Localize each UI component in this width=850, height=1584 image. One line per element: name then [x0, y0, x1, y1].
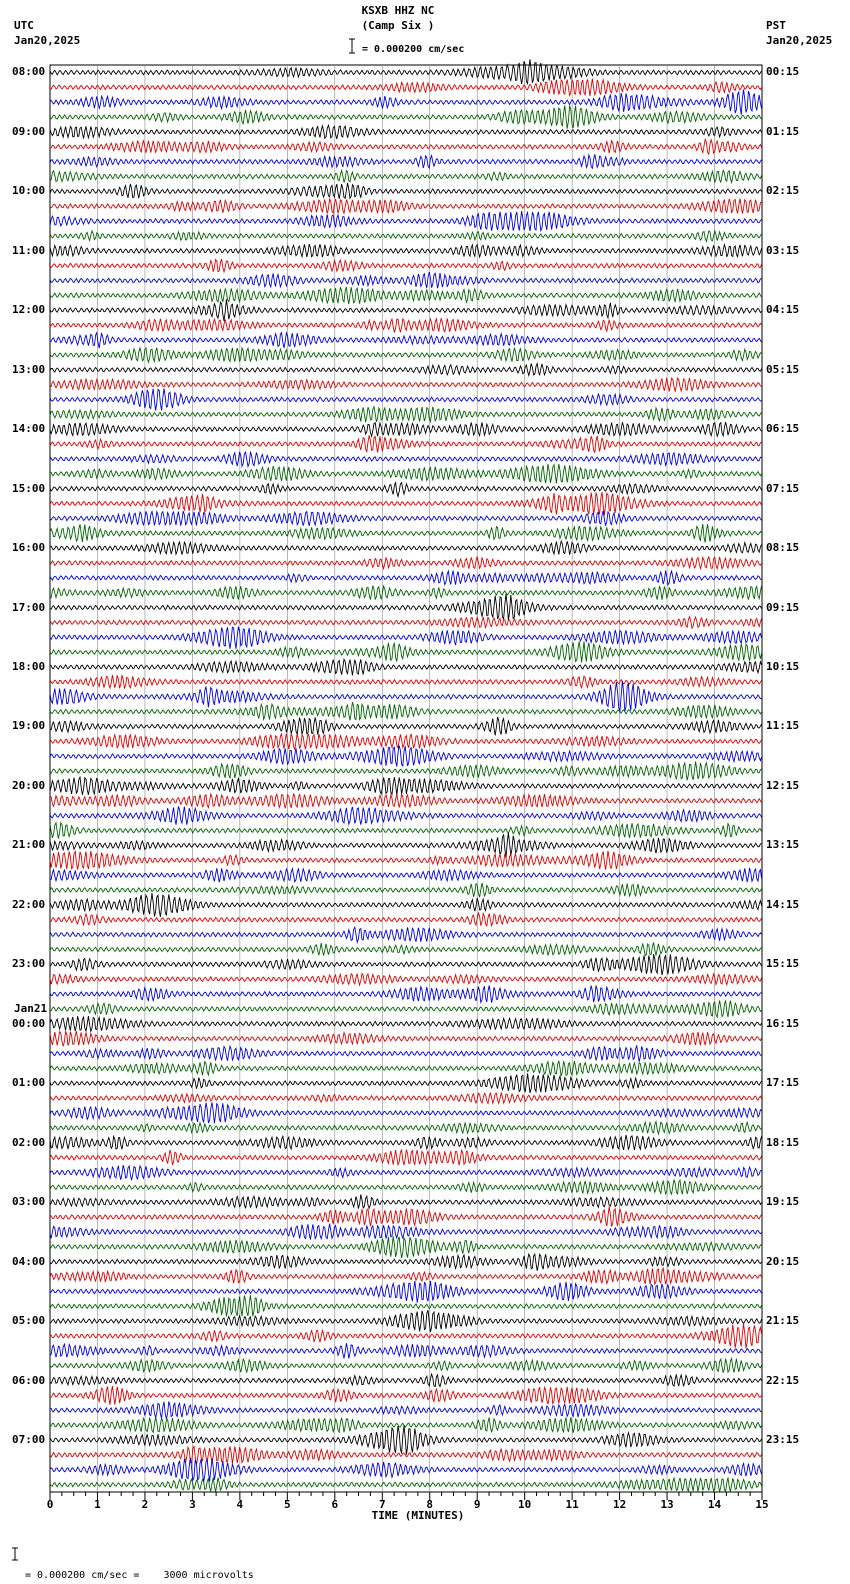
seismic-trace — [50, 105, 762, 128]
utc-hour-label: 06:00 — [12, 1373, 46, 1387]
x-tick-label: 15 — [755, 1498, 769, 1511]
seismic-trace — [50, 1180, 762, 1195]
seismic-trace — [50, 1122, 762, 1134]
x-tick-label: 8 — [426, 1498, 434, 1511]
seismic-trace — [50, 746, 762, 767]
x-tick-label: 9 — [473, 1498, 481, 1511]
x-tick-label: 13 — [660, 1498, 674, 1511]
seismic-trace — [50, 557, 762, 569]
seismic-trace — [50, 571, 762, 585]
utc-label: UTC — [14, 19, 34, 32]
seismic-trace — [50, 183, 762, 199]
pst-label: PST — [766, 19, 786, 32]
seismic-trace — [50, 388, 762, 410]
utc-hour-label: 18:00 — [12, 660, 46, 674]
utc-hour-label: 12:00 — [12, 303, 46, 317]
utc-hour-label: 22:00 — [12, 897, 46, 911]
pst-hour-label: 17:15 — [766, 1076, 800, 1090]
utc-hour-label: 02:00 — [12, 1135, 46, 1149]
seismic-trace — [50, 1031, 762, 1046]
seismic-trace — [50, 1426, 762, 1455]
seismic-trace — [50, 1165, 762, 1180]
seismic-trace — [50, 913, 762, 926]
utc-hour-label: 21:00 — [12, 838, 46, 852]
utc-hour-label: 01:00 — [12, 1076, 46, 1090]
pst-hour-label: 16:15 — [766, 1016, 800, 1030]
seismic-trace — [50, 777, 762, 795]
pst-hour-label: 10:15 — [766, 660, 800, 674]
seismic-trace — [50, 1310, 762, 1332]
x-tick-label: 2 — [141, 1498, 149, 1511]
utc-hour-label: 23:00 — [12, 957, 46, 971]
x-tick-label: 4 — [236, 1498, 244, 1511]
pst-date: Jan20,2025 — [766, 34, 833, 47]
scale-label: = 0.000200 cm/sec — [362, 44, 465, 55]
pst-hour-label: 22:15 — [766, 1373, 800, 1387]
pst-hour-label: 04:15 — [766, 303, 800, 317]
seismic-trace — [50, 511, 762, 526]
seismic-trace — [50, 139, 762, 154]
pst-hour-label: 20:15 — [766, 1254, 800, 1268]
seismic-trace — [50, 211, 762, 231]
x-tick-label: 10 — [518, 1498, 532, 1511]
seismic-trace — [50, 986, 762, 1003]
left-date-change-label: Jan21 — [14, 1002, 48, 1015]
seismic-trace — [50, 435, 762, 452]
x-tick-label: 7 — [378, 1498, 386, 1511]
pst-hour-label: 13:15 — [766, 838, 800, 852]
utc-hour-label: 08:00 — [12, 65, 46, 79]
seismic-trace — [50, 893, 762, 917]
seismic-trace — [50, 541, 762, 555]
pst-hour-label: 08:15 — [766, 541, 800, 555]
seismic-trace — [50, 524, 762, 543]
seismic-trace — [50, 287, 762, 304]
seismic-trace — [50, 1102, 762, 1123]
seismic-trace — [50, 586, 762, 600]
seismic-trace — [50, 348, 762, 363]
seismic-trace — [50, 823, 762, 839]
utc-hour-label: 13:00 — [12, 362, 46, 376]
x-tick-label: 12 — [612, 1498, 627, 1511]
seismic-trace — [50, 407, 762, 423]
location-subtitle: (Camp Six ) — [361, 19, 435, 32]
seismic-trace — [50, 79, 762, 96]
seismic-trace — [50, 675, 762, 688]
utc-hour-label: 20:00 — [12, 778, 46, 792]
x-axis-label: TIME (MINUTES) — [371, 1509, 465, 1522]
seismic-trace — [50, 1324, 762, 1348]
seismic-trace — [50, 199, 762, 214]
seismic-trace — [50, 942, 762, 955]
utc-hour-label: 19:00 — [12, 719, 46, 733]
pst-hour-label: 09:15 — [766, 600, 800, 614]
seismic-trace — [50, 927, 762, 942]
pst-hour-label: 19:15 — [766, 1195, 800, 1209]
seismic-trace — [50, 1207, 762, 1227]
seismic-trace — [50, 1458, 762, 1483]
seismic-trace — [50, 594, 762, 620]
seismic-trace — [50, 170, 762, 182]
seismic-trace — [50, 1195, 762, 1209]
pst-hour-label: 01:15 — [766, 124, 800, 138]
seismic-trace — [50, 641, 762, 662]
seismic-trace — [50, 1268, 762, 1284]
seismic-trace — [50, 464, 762, 483]
seismic-trace — [50, 1374, 762, 1387]
seismic-trace — [50, 125, 762, 139]
seismic-trace — [50, 333, 762, 349]
seismic-trace — [50, 1478, 762, 1492]
seismic-trace — [50, 244, 762, 257]
x-tick-label: 5 — [284, 1498, 291, 1511]
pst-hour-label: 14:15 — [766, 897, 800, 911]
seismic-trace — [50, 868, 762, 882]
utc-hour-label: 17:00 — [12, 600, 46, 614]
x-tick-label: 14 — [707, 1498, 722, 1511]
seismic-trace — [50, 974, 762, 985]
seismic-trace — [50, 1359, 762, 1373]
seismic-trace — [50, 1000, 762, 1017]
seismic-trace — [50, 954, 762, 975]
seismic-trace — [50, 319, 762, 333]
seismic-trace — [50, 1417, 762, 1433]
seismic-trace — [50, 833, 762, 858]
seismic-trace — [50, 422, 762, 436]
x-tick-label: 6 — [331, 1498, 339, 1511]
utc-hour-label: 14:00 — [12, 422, 46, 436]
seismic-trace — [50, 659, 762, 675]
utc-hour-label: 03:00 — [12, 1195, 46, 1209]
seismic-trace — [50, 299, 762, 321]
seismic-trace — [50, 806, 762, 824]
seismic-trace — [50, 452, 762, 467]
pst-hour-label: 06:15 — [766, 422, 800, 436]
pst-hour-label: 02:15 — [766, 184, 800, 198]
pst-hour-label: 15:15 — [766, 957, 800, 971]
seismic-trace — [50, 734, 762, 750]
pst-hour-label: 03:15 — [766, 243, 800, 257]
pst-hour-label: 07:15 — [766, 481, 800, 495]
seismic-trace — [50, 231, 762, 242]
seismic-trace — [50, 702, 762, 720]
utc-hour-label: 04:00 — [12, 1254, 46, 1268]
pst-hour-label: 11:15 — [766, 719, 800, 733]
seismic-trace — [50, 1046, 762, 1062]
pst-hour-label: 21:15 — [766, 1314, 800, 1328]
pst-hour-label: 05:15 — [766, 362, 800, 376]
pst-hour-label: 12:15 — [766, 778, 800, 792]
seismic-trace — [50, 717, 762, 736]
utc-hour-label: 07:00 — [12, 1432, 46, 1446]
seismic-trace — [50, 1016, 762, 1031]
seismic-trace — [50, 1386, 762, 1405]
utc-hour-label: 05:00 — [12, 1314, 46, 1328]
seismic-trace — [50, 1073, 762, 1093]
seismic-trace — [50, 1254, 762, 1271]
footer-scale-note: = 0.000200 cm/sec = 3000 microvolts — [25, 1570, 254, 1581]
utc-hour-label: 00:00 — [12, 1016, 46, 1030]
utc-hour-label: 10:00 — [12, 184, 46, 198]
pst-hour-label: 18:15 — [766, 1135, 800, 1149]
seismic-trace — [50, 90, 762, 115]
utc-hour-label: 11:00 — [12, 243, 46, 257]
x-tick-label: 0 — [46, 1498, 54, 1511]
seismic-trace — [50, 617, 762, 629]
seismic-trace — [50, 272, 762, 288]
seismic-trace — [50, 1135, 762, 1150]
seismic-trace — [50, 59, 762, 84]
station-title: KSXB HHZ NC — [361, 4, 435, 17]
seismic-trace — [50, 482, 762, 496]
seismic-trace — [50, 378, 762, 392]
seismic-trace — [50, 761, 762, 780]
seismic-trace — [50, 154, 762, 168]
utc-date: Jan20,2025 — [14, 34, 81, 47]
x-tick-label: 1 — [94, 1498, 101, 1511]
seismic-trace — [50, 851, 762, 870]
utc-hour-label: 09:00 — [12, 124, 46, 138]
utc-hour-label: 15:00 — [12, 481, 46, 495]
seismic-trace — [50, 627, 762, 649]
seismic-trace — [50, 1061, 762, 1076]
x-tick-label: 3 — [189, 1498, 196, 1511]
seismic-trace — [50, 1150, 762, 1166]
seismic-trace — [50, 883, 762, 897]
seismic-trace — [50, 1343, 762, 1358]
seismic-trace — [50, 364, 762, 376]
seismic-trace — [50, 1402, 762, 1420]
seismic-trace — [50, 794, 762, 809]
utc-hour-label: 16:00 — [12, 541, 46, 555]
seismic-trace — [50, 259, 762, 272]
seismic-trace — [50, 1236, 762, 1258]
seismic-trace — [50, 1093, 762, 1104]
x-tick-label: 11 — [565, 1498, 579, 1511]
seismic-trace — [50, 1224, 762, 1240]
pst-hour-label: 00:15 — [766, 65, 800, 79]
pst-hour-label: 23:15 — [766, 1432, 800, 1446]
